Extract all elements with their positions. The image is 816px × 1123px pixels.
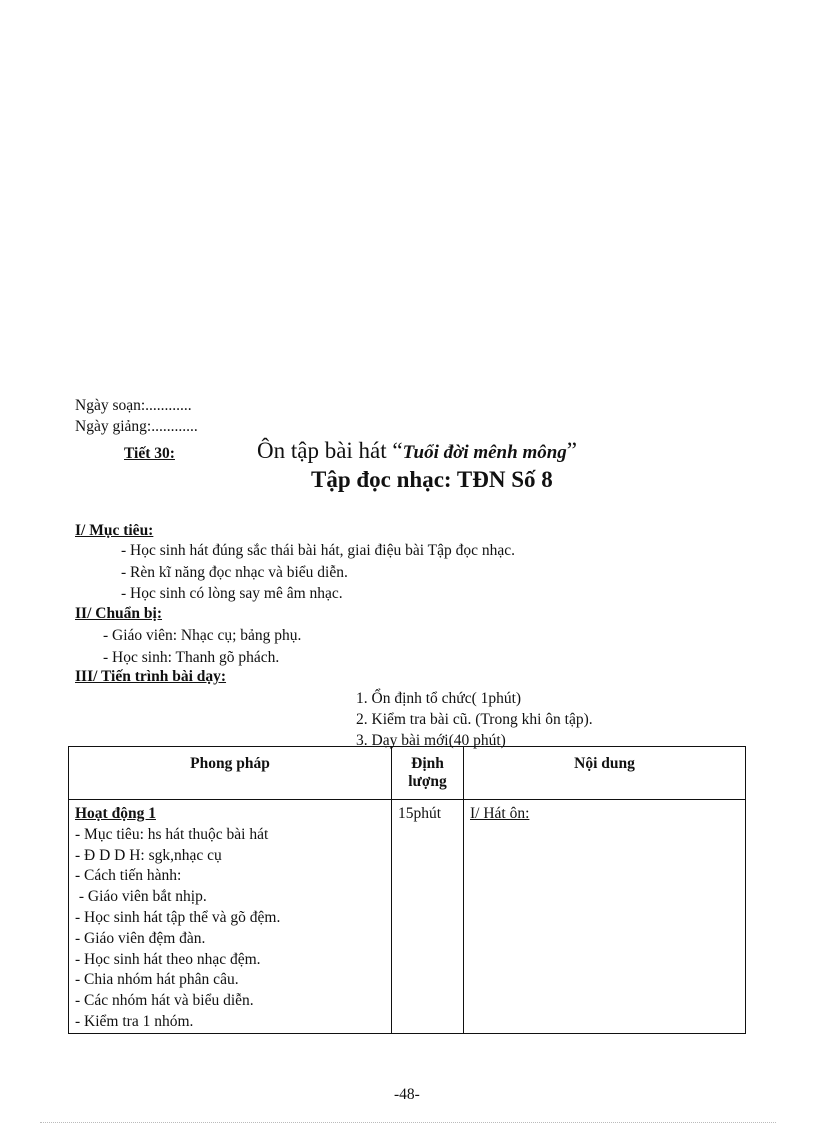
method-cell — [69, 800, 392, 1034]
muc-tieu-item: - Học sinh có lòng say mê âm nhạc. — [121, 585, 343, 602]
song-name: Tuổi đời mênh mông — [402, 442, 567, 463]
lesson-subtitle: Tập đọc nhạc: TĐN Số 8 — [311, 467, 553, 492]
step-item: 1. Ổn định tổ chức( 1phút) — [356, 690, 522, 707]
tiet-label: Tiết 30: — [124, 445, 175, 462]
header-noi-dung: Nội dung — [464, 747, 746, 800]
activity-line: - Giáo viên bắt nhịp. — [75, 888, 207, 906]
content-title: I/ Hát ôn: — [470, 805, 530, 822]
chuan-bi-item: - Học sinh: Thanh gõ phách. — [103, 649, 280, 666]
activity-line: - Chia nhóm hát phân câu. — [75, 971, 239, 989]
title-prefix: Ôn tập bài hát — [257, 438, 387, 463]
header-dinh-luong: Định lượng — [392, 747, 464, 800]
table-row — [69, 800, 746, 1034]
duration-cell — [392, 800, 464, 1034]
activity-line: - Mục tiêu: hs hát thuộc bài hát — [75, 825, 269, 843]
activity-line: - Học sinh hát tập thể và gõ đệm. — [75, 908, 281, 926]
tien-trinh-heading: III/ Tiến trình bài dạy: — [75, 668, 227, 685]
activity-line: - Các nhóm hát và biểu diễn. — [75, 992, 254, 1010]
activity-line: - Giáo viên đệm đàn. — [75, 929, 206, 947]
ngay-soan: Ngày soạn:............ — [75, 397, 192, 414]
lesson-plan-table — [68, 746, 746, 1034]
page-number: -48- — [394, 1086, 420, 1103]
header-phuong-phap: Phong pháp — [69, 747, 392, 800]
lesson-title — [257, 437, 577, 467]
activity-line: - Kiểm tra 1 nhóm. — [75, 1012, 194, 1030]
activity-title: Hoạt động 1 — [75, 805, 156, 822]
step-item: 2. Kiểm tra bài cũ. (Trong khi ôn tập). — [356, 711, 593, 728]
chuan-bi-item: - Giáo viên: Nhạc cụ; bảng phụ. — [103, 627, 302, 644]
quote-open: “ — [392, 438, 403, 463]
chuan-bi-heading: II/ Chuẩn bị: — [75, 605, 163, 622]
activity-line: - Cách tiến hành: — [75, 867, 182, 885]
content-cell — [464, 800, 746, 1034]
activity-line: - Học sinh hát theo nhạc đệm. — [75, 950, 261, 968]
muc-tieu-heading: I/ Mục tiêu: — [75, 522, 154, 539]
duration-value: 15phút — [398, 805, 442, 822]
muc-tieu-item: - Rèn kĩ năng đọc nhạc và biểu diễn. — [121, 564, 348, 581]
quote-close: ” — [566, 438, 578, 463]
ngay-giang: Ngày giảng:............ — [75, 418, 198, 435]
activity-line: - Đ D D H: sgk,nhạc cụ — [75, 846, 222, 864]
step-item: 3. Dạy bài mới(40 phút) — [356, 732, 506, 749]
table-header-row — [69, 747, 746, 800]
muc-tieu-item: - Học sinh hát đúng sắc thái bài hát, giai điệu bài Tập đọc nhạc. — [121, 542, 515, 559]
